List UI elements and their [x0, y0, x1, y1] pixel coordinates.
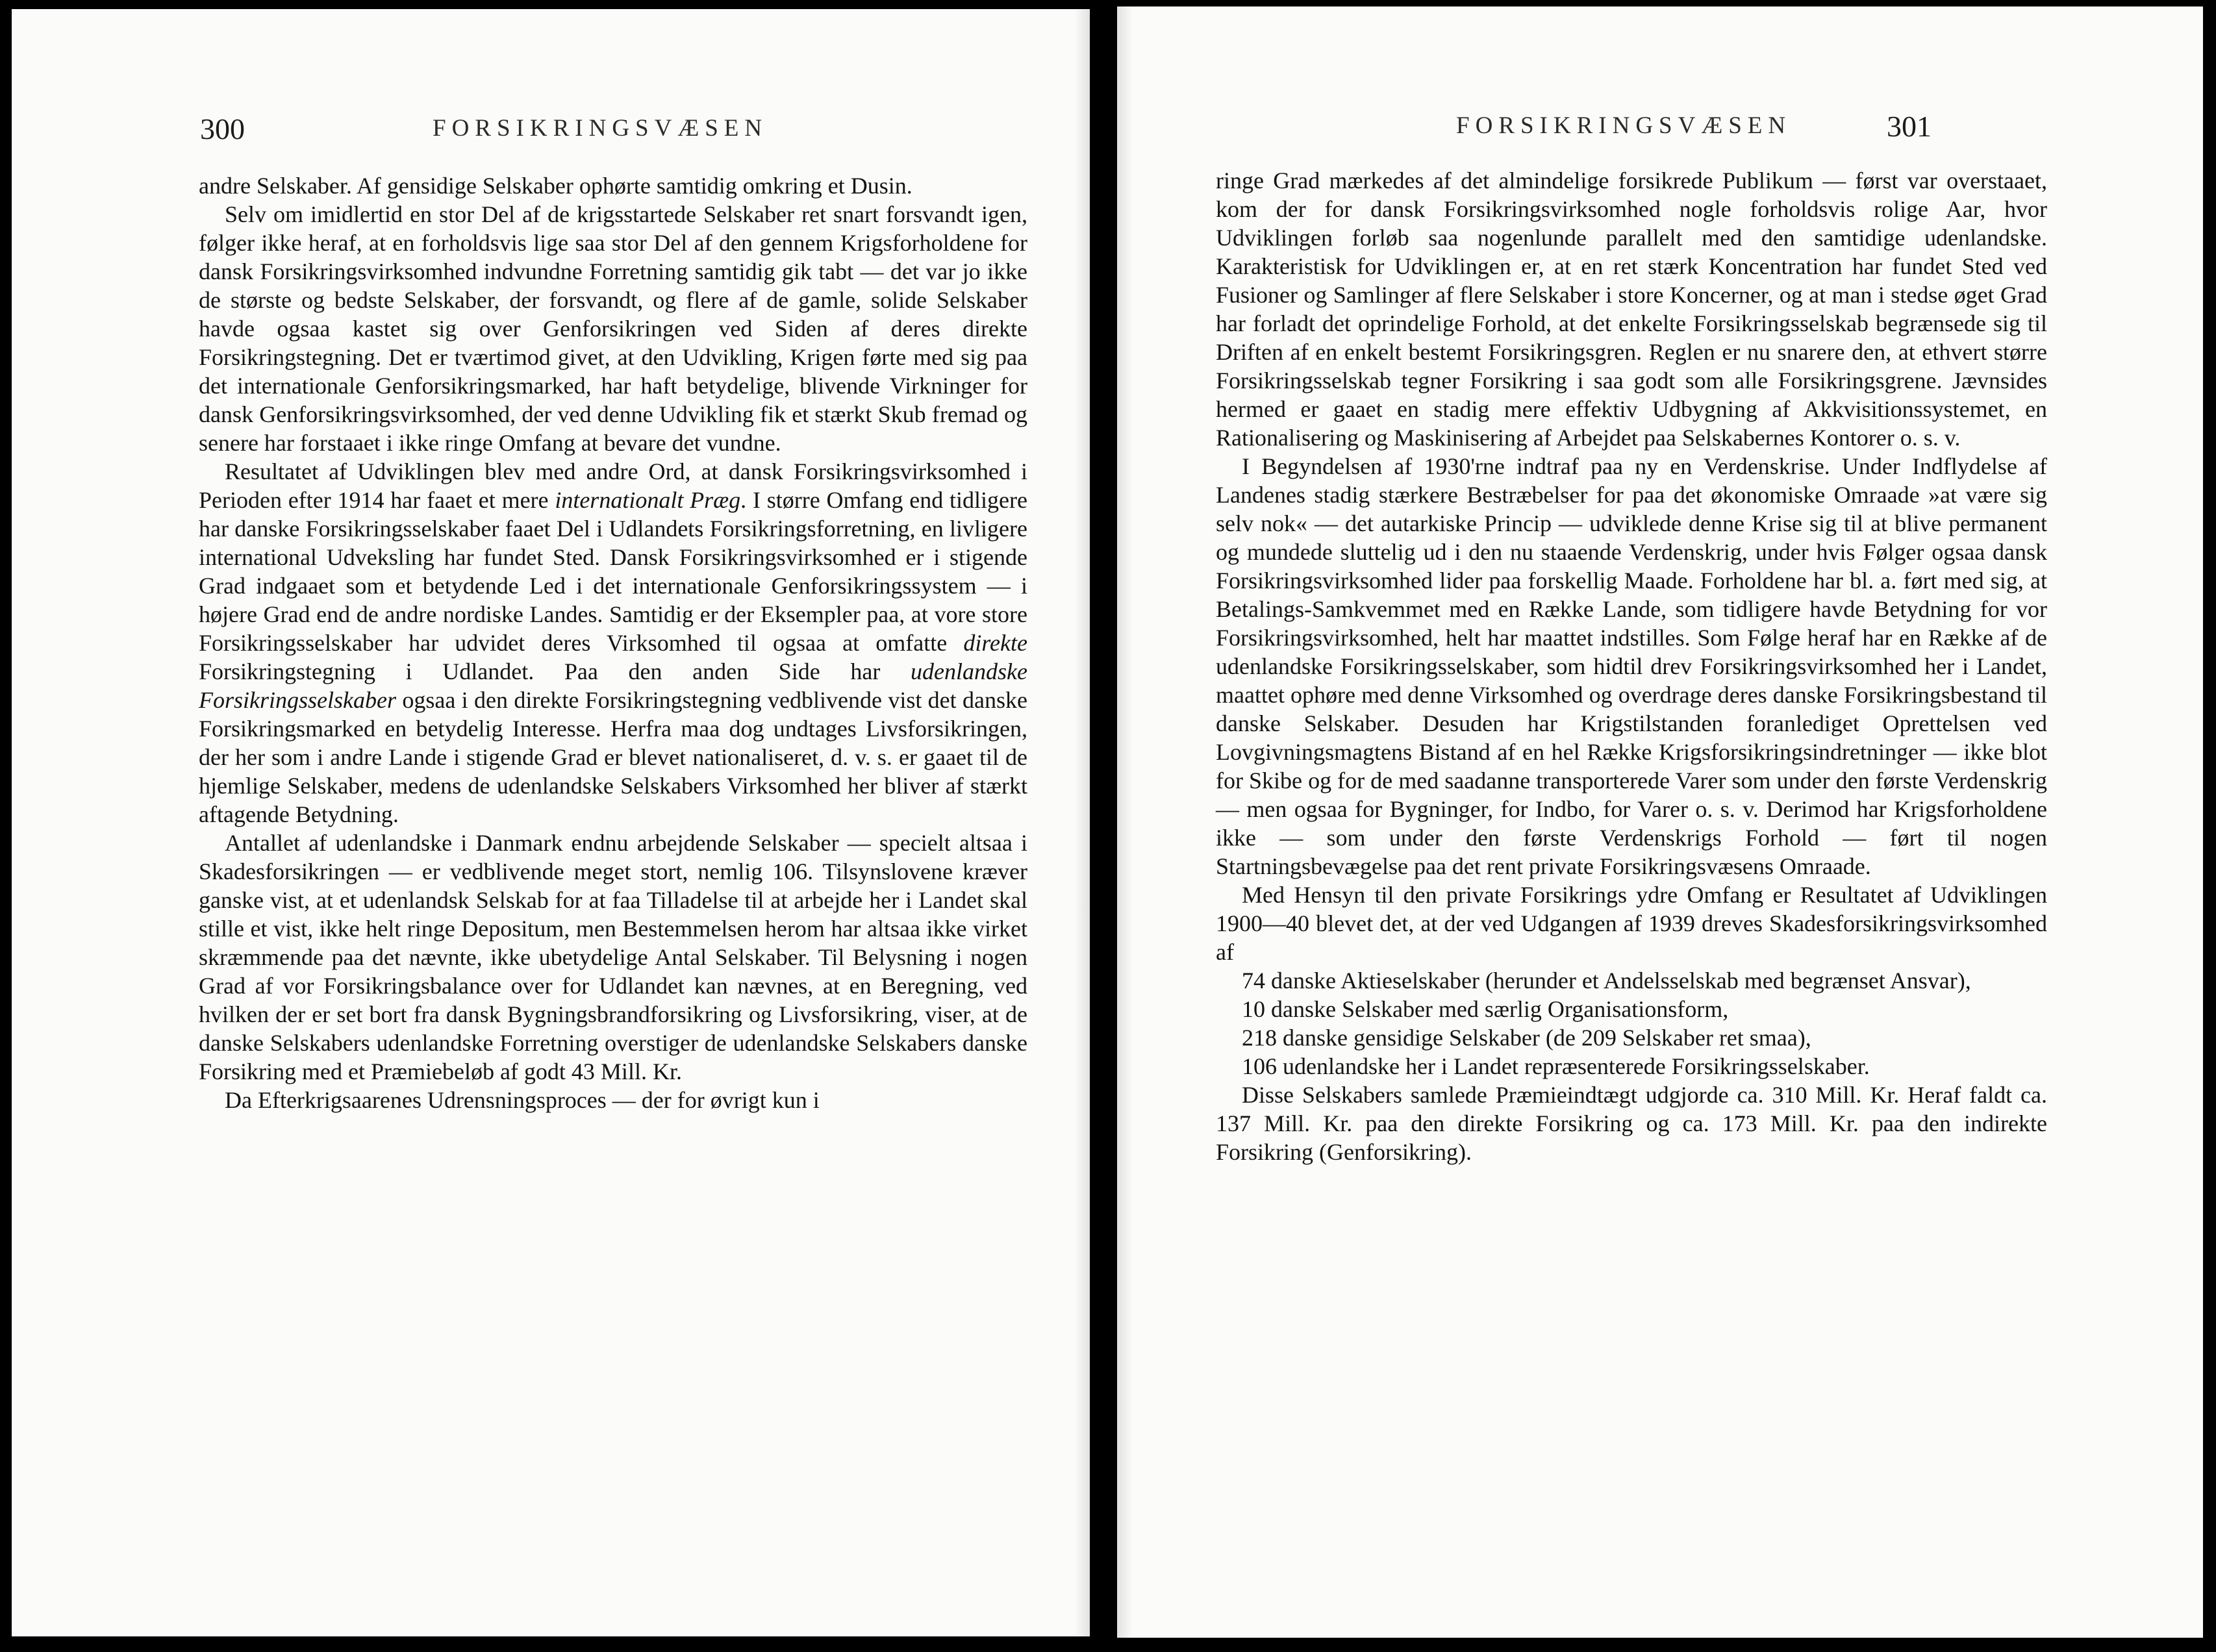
text-run: . I større Omfang end tidligere har danske Forsikringsselskaber faaet Del i Udlandets Forsikringsforretning, en livligere international Udveksling har fundet Sted. Dansk Forsikringsvirksomhed er i stigende Grad indgaaet som et betydende Led i det internationale Genforsikringssystem — i højere Grad end de andre nordiske Landes. Samtidig er der Eksempler paa, at vore store Forsikringsselskaber har udvidet deres Virksomhed til ogsaa at omfatte: [199, 487, 1027, 656]
running-head: FORSIKRINGSVÆSEN: [1456, 112, 1792, 139]
text-run: I Begyndelsen af 1930'rne indtraf paa ny en Verdenskrise. Under Indflydelse af Landenes stadig stærkere Bestræbelser for paa det økonomiske Omraade »at være sig selv nok« — det autarkiske Princip — udviklede denne Krise sig til at blive permanent og mundede sluttelig ud i den nu staaende Verdenskrig, under hvis Følger ogsaa dansk Forsikringsvirksomhed lider paa forskellig Maade. Forholdene har bl. a. ført med sig, at Betalings-Samkvemmet med en Række Lande, som tidligere havde Betydning for vor Forsikringsvirksomhed, helt har maattet indstilles. Som Følge heraf har en Række af de udenlandske Forsikringsselskaber, som hidtil drev Forsikringsvirksomhed her i Landet, maattet ophøre med denne Virksomhed og overdrage deres danske Forsikringsbestand til danske Selskaber. Desuden har Krigstilstanden foranlediget Oprettelsen ved Lovgivningsmagtens Bistand af en hel Række Krigsforsikringsindretninger — ikke blot for Skibe og for de med saadanne transporterede Varer som under den første Verdenskrig — men ogsaa for Bygninger, for Indbo, for Varer o. s. v. Derimod har Krigsforholdene ikke — som under den første Verdenskrigs Forhold — ført til nogen Startningsbevægelse paa det rent private Forsikringsvæsens Omraade.: [1216, 453, 2047, 879]
page-number: 301: [1887, 110, 1932, 143]
paragraph: [199, 1086, 1027, 1114]
closing-paragraph: Disse Selskabers samlede Præmieindtægt udgjorde ca. 310 Mill. Kr. Heraf faldt ca. 137 Mill. Kr. paa den direkte Forsikring og ca. 173 Mill. Kr. paa den indirekte Forsikring (Genforsikring).: [1216, 1082, 2047, 1165]
text-run: andre Selskaber. Af gensidige Selskaber ophørte samtidig omkring et Dusin.: [199, 173, 913, 199]
emphasis-text: udenlandske Forsikringsselskaber: [199, 658, 1027, 713]
text-run: ogsaa i den direkte Forsikringstegning vedblivende vist det danske Forsikringsmarked en betydelig Interesse. Herfra maa dog undtages Livsforsikringen, der her som i andre Lande i stigende Grad er blevet nationaliseret, d. v. s. er gaaet til de hjemlige Selskaber, medens de udenlandske Selskabers Virksomhed her bliver af stærkt aftagende Betydning.: [199, 687, 1027, 827]
paragraph-group: [1216, 166, 2047, 966]
page-number: 300: [200, 112, 245, 145]
emphasis-text: internationalt Præg: [555, 487, 741, 513]
company-count-list: [1216, 966, 2047, 1081]
paragraph: [1216, 452, 2047, 881]
text-run: Forsikringstegning i Udlandet. Paa den anden Side har: [199, 658, 911, 684]
text-run: Da Efterkrigsaarenes Udrensningsproces — der for øvrigt kun i: [225, 1087, 820, 1113]
text-run: Selv om imidlertid en stor Del af de krigsstartede Selskaber ret snart forsvandt igen, følger ikke heraf, at en forholdsvis lige saa stor Del af den gennem Krigsforholdene for dansk Forsikringsvirksomhed indvundne Forretning samtidig gik tabt — det var jo ikke de største og bedste Selskaber, der forsvandt, og flere af de gamle, solide Selskaber havde ogsaa kastet sig over Genforsikringen ved Siden af deres direkte Forsikringstegning. Det er tværtimod givet, at den Udvikling, Krigen førte med sig paa det internationale Genforsikringsmarked, har haft betydelige, blivende Virkninger for dansk Genforsikringsvirksomhed, der ved denne Udvikling fik et stærkt Skub fremad og senere har forstaaet i ikke ringe Omfang at bevare det vundne.: [199, 201, 1027, 456]
binding-shadow: [1117, 6, 1133, 1638]
paragraph: [1216, 166, 2047, 452]
right-page: [1117, 6, 2203, 1638]
list-item: 74 danske Aktieselskaber (herunder et Andelsselskab med begrænset Ansvar),: [1242, 968, 1971, 994]
paragraph: [199, 200, 1027, 457]
body-text: [1216, 166, 2047, 1166]
list-item: 106 udenlandske her i Landet repræsenterede Forsikringsselskaber.: [1242, 1053, 1870, 1079]
text-run: Antallet af udenlandske i Danmark endnu arbejdende Selskaber — specielt altsaa i Skadesforsikringen — er vedblivende meget stort, nemlig 106. Tilsynslovene kræver ganske vist, at et udenlandsk Selskab for at faa Tilladelse til at arbejde her i Landet skal stille et vist, ikke helt ringe Depositum, men Bestemmelsen herom har altsaa ikke virket skræmmende paa det nævnte, ikke ubetydelige Antal Selskaber. Til Belysning i nogen Grad af vor Forsikringsbalance over for Udlandet kan nævnes, at en Beregning, ved hvilken der er set bort fra dansk Bygningsbrandforsikring og Livsforsikring, viser, at de danske Selskabers udenlandske Forretning overstiger de udenlandske Selskabers danske Forsikring med et Præmiebeløb af godt 43 Mill. Kr.: [199, 830, 1027, 1084]
text-run: Resultatet af Udviklingen blev med andre Ord, at dansk Forsikringsvirksomhed i Perioden efter 1914 har faaet et mere: [199, 458, 1027, 513]
list-item: 218 danske gensidige Selskaber (de 209 Selskaber ret smaa),: [1242, 1025, 1811, 1051]
running-head: FORSIKRINGSVÆSEN: [433, 115, 768, 142]
paragraph: [199, 829, 1027, 1086]
left-page: [12, 9, 1090, 1636]
paragraph: [1216, 881, 2047, 966]
paragraph: [199, 171, 1027, 200]
paragraph: [199, 457, 1027, 829]
list-item: 10 danske Selskaber med særlig Organisationsform,: [1242, 996, 1729, 1022]
binding-shadow: [1074, 9, 1090, 1636]
body-text: [199, 171, 1027, 1114]
emphasis-text: direkte: [963, 630, 1027, 656]
text-run: Med Hensyn til den private Forsikrings ydre Omfang er Resultatet af Udviklingen 1900—40 blevet det, at der ved Udgangen af 1939 dreves Skadesforsikringsvirksomhed af: [1216, 882, 2047, 965]
text-run: ringe Grad mærkedes af det almindelige forsikrede Publikum — først var overstaaet, kom der for dansk Forsikringsvirksomhed nogle forholdsvis rolige Aar, hvor Udviklingen forløb saa nogenlunde parallelt med den samtidige udenlandske. Karakteristisk for Udviklingen er, at en ret stærk Koncentration har fundet Sted ved Fusioner og Samlinger af flere Selskaber i store Koncerner, og at man i stedse øget Grad har forladt det oprindelige Forhold, at det enkelte Forsikringsselskab begrænsede sig til Driften af en enkelt bestemt Forsikringsgren. Reglen er nu snarere den, at ethvert større Forsikringsselskab tegner Forsikring i saa godt som alle Forsikringsgrene. Jævnsides hermed er gaaet en stadig mere effektiv Udbygning af Akkvisitionssystemet, en Rationalisering og Maskinisering af Arbejdet paa Selskabernes Kontorer o. s. v.: [1216, 168, 2047, 451]
